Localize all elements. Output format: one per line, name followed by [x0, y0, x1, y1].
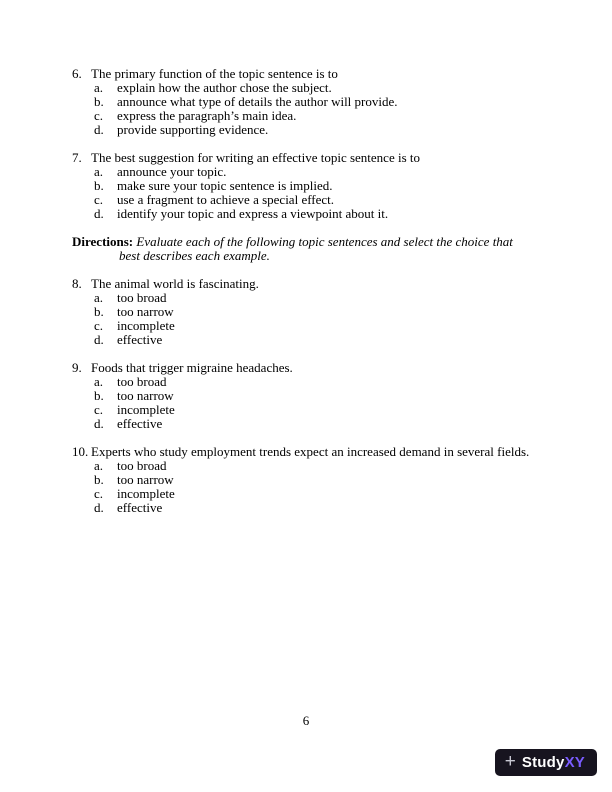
question-6-option-a — [94, 81, 564, 95]
question-8-option-d — [94, 333, 564, 347]
option-letter: b. — [94, 304, 104, 319]
option-letter: a. — [94, 290, 104, 305]
question-text: The primary function of the topic sentence is to — [91, 66, 338, 81]
question-text: Foods that trigger migraine headaches. — [91, 360, 293, 375]
brand-name-xy: XY — [564, 754, 585, 771]
question-6 — [72, 67, 564, 137]
question-number: 9. — [72, 360, 82, 375]
option-letter: c. — [94, 192, 104, 207]
option-letter: d. — [94, 206, 104, 221]
option-letter: a. — [94, 458, 104, 473]
question-stem — [72, 67, 564, 81]
option-letter: d. — [94, 332, 104, 347]
question-text: The best suggestion for writing an effective topic sentence is to — [91, 150, 420, 165]
option-text: incomplete — [117, 486, 175, 501]
option-text: too narrow — [117, 304, 174, 319]
question-6-option-c — [94, 109, 564, 123]
question-number: 10. — [72, 444, 89, 459]
plus-icon: + — [504, 751, 516, 772]
option-text: identify your topic and express a viewpoint about it. — [117, 206, 389, 221]
option-letter: a. — [94, 374, 104, 389]
question-stem — [72, 445, 564, 459]
brand-name-study: Study — [521, 754, 565, 771]
question-stem — [72, 361, 564, 375]
question-10-option-c — [94, 487, 564, 501]
option-text: provide supporting evidence. — [117, 122, 269, 137]
option-text: too narrow — [117, 388, 174, 403]
option-letter: d. — [94, 500, 104, 515]
question-9-option-b — [94, 389, 564, 403]
question-8-option-c — [94, 319, 564, 333]
studyxy-logo — [495, 749, 597, 776]
option-letter: c. — [94, 486, 104, 501]
directions-line-1 — [72, 235, 564, 249]
option-letter: c. — [94, 402, 104, 417]
question-8-option-b — [94, 305, 564, 319]
question-7-option-b — [94, 179, 564, 193]
directions-block — [72, 235, 564, 263]
question-7 — [72, 151, 564, 221]
option-letter: a. — [94, 80, 104, 95]
question-number: 6. — [72, 66, 82, 81]
option-letter: b. — [94, 94, 104, 109]
question-10-option-d — [94, 501, 564, 515]
option-text: too broad — [117, 290, 167, 305]
option-letter: d. — [94, 122, 104, 137]
page-number: 6 — [302, 713, 310, 728]
option-text: use a fragment to achieve a special effect. — [117, 192, 335, 207]
option-text: make sure your topic sentence is implied. — [117, 178, 333, 193]
question-8 — [72, 277, 564, 347]
directions-label: Directions: — [72, 234, 134, 249]
question-number: 8. — [72, 276, 82, 291]
directions-text: Evaluate each of the following topic sentences and select the choice that — [136, 234, 513, 249]
option-text: incomplete — [117, 402, 175, 417]
question-8-option-a — [94, 291, 564, 305]
option-text: too narrow — [117, 472, 174, 487]
question-stem — [72, 151, 564, 165]
question-9-option-a — [94, 375, 564, 389]
option-text: express the paragraph’s main idea. — [117, 108, 297, 123]
question-text: The animal world is fascinating. — [91, 276, 259, 291]
question-10-option-a — [94, 459, 564, 473]
option-text: announce your topic. — [117, 164, 227, 179]
question-10-option-b — [94, 473, 564, 487]
question-9 — [72, 361, 564, 431]
page-content — [72, 67, 564, 529]
question-7-option-a — [94, 165, 564, 179]
option-letter: d. — [94, 416, 104, 431]
question-text: Experts who study employment trends expect an increased demand in several fields. — [91, 444, 530, 459]
option-text: effective — [117, 500, 163, 515]
option-text: explain how the author chose the subject. — [117, 80, 332, 95]
question-6-option-b — [94, 95, 564, 109]
option-letter: c. — [94, 318, 104, 333]
option-text: too broad — [117, 458, 167, 473]
question-10 — [72, 445, 564, 515]
option-letter: b. — [94, 472, 104, 487]
option-text: effective — [117, 332, 163, 347]
question-9-option-d — [94, 417, 564, 431]
option-letter: a. — [94, 164, 104, 179]
question-7-option-d — [94, 207, 564, 221]
directions-line-2: best describes each example. — [119, 248, 270, 263]
option-text: too broad — [117, 374, 167, 389]
option-letter: c. — [94, 108, 104, 123]
option-letter: b. — [94, 388, 104, 403]
question-number: 7. — [72, 150, 82, 165]
question-6-option-d — [94, 123, 564, 137]
question-7-option-c — [94, 193, 564, 207]
option-text: effective — [117, 416, 163, 431]
option-text: announce what type of details the author will provide. — [117, 94, 398, 109]
question-stem — [72, 277, 564, 291]
question-9-option-c — [94, 403, 564, 417]
option-letter: b. — [94, 178, 104, 193]
option-text: incomplete — [117, 318, 175, 333]
